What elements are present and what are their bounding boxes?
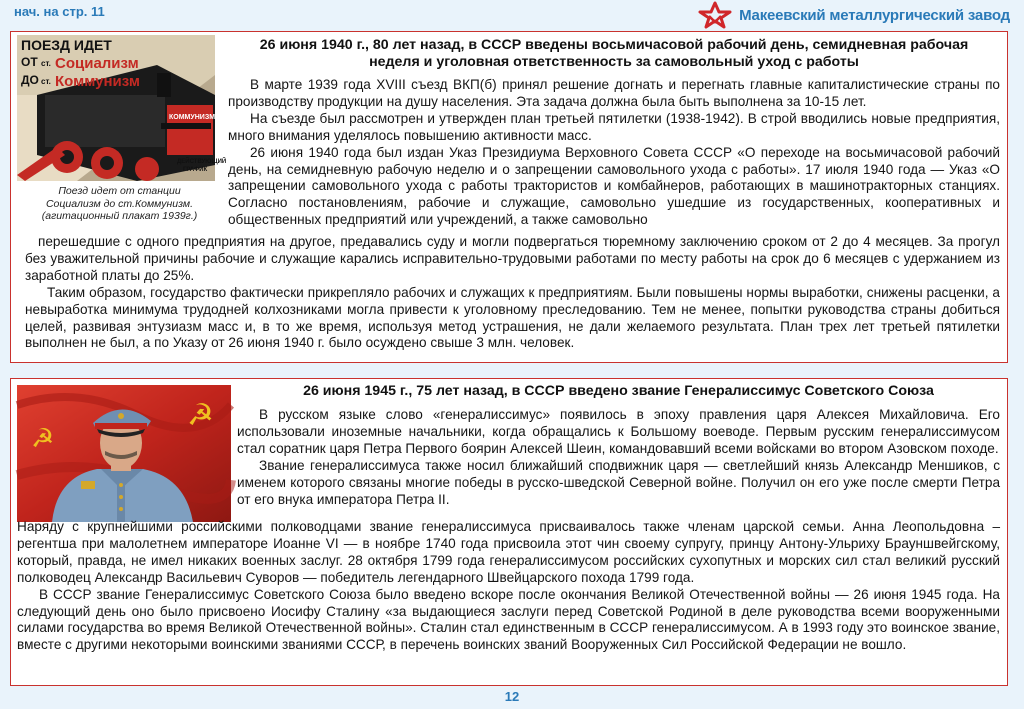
- brand-name: Макеевский металлургический завод: [739, 6, 1010, 24]
- article-8-hour-workday: [10, 31, 1008, 363]
- poster-socialism: Социализм: [55, 55, 139, 72]
- article2-full-text: [17, 519, 1000, 654]
- paragraph: 26 июня 1940 года был издан Указ Президиума Верховного Совета СССР «О переходе на восьмичасовой рабочий день, на семидневную рабочую неделю и о запрещении самовольного ухода с работы». 17 июля 1940 года — Указ «О запрещении самовольного ухода с работы трактористов и комбайнеров, работающих в машинотракторных станциях. Согласно постановлениям, рабочие и служащие, самовольно ушедшие из государственных, кооперативных и общественных предприятий или учреждений, а также самовольно: [228, 144, 1000, 228]
- article2-wrapped-text: [237, 383, 1000, 508]
- paragraph: В русском языке слово «генералиссимус» появилось в эпоху правления царя Алексея Михайловича. Его использовали иноземные начальники, когда обращались к Большому воеводе. Первым русским генералиссимусом стал соратник царя Петра Первого боярин Алексей Шеин, командовавший всеми войсками во втором Азовском походе.: [237, 407, 1000, 456]
- poster-from: ОТ: [21, 55, 38, 69]
- propaganda-poster-image: [17, 35, 227, 181]
- caption-line: Социализм до ст.Коммунизм.: [45, 197, 194, 210]
- svg-text:☭: ☭: [187, 398, 214, 433]
- title-line: 26 июня 1940 г., 80 лет назад, в СССР введены восьмичасовой рабочий день, семидневная рабочая: [259, 37, 969, 53]
- poster-car-text: КОММУНИЗМ: [169, 114, 216, 121]
- paragraph: На съезде был рассмотрен и утвержден план третьей пятилетки (1938-1942). В строй вводились новые предприятия, много внимания уделялось повышению активности масс.: [228, 110, 1000, 143]
- poster-small1: ДЕЙСТВУЮЩИЙ: [177, 159, 227, 165]
- poster-st1: ст.: [41, 59, 51, 68]
- poster-small2: ГРАФИК: [183, 167, 208, 173]
- article-generalissimo: [10, 378, 1008, 686]
- paragraph: В марте 1939 года XVIII съезд ВКП(б) принял решение догнать и перегнать главные капиталистические страны по производству продукции на душу населения. Эта задача должна была быть выполнена за 10-15 лет.: [228, 77, 1000, 109]
- article1-wrapped-text: [228, 37, 1000, 229]
- star-icon: [697, 2, 733, 28]
- poster-line1: ПОЕЗД ИДЕТ: [21, 37, 112, 53]
- poster-st2: ст.: [41, 77, 51, 86]
- paragraph: В СССР звание Генералиссимус Советского Союза было введено вскоре после окончания Великой Отечественной войны — 26 июня 1945 года. На следующий день оно было присвоено Иосифу Сталину «за выдающиеся заслуги перед Советской Родиной в деле руководства всеми вооруженными силами государства во время Великой Отечественной войны». Сталин стал единственным в СССР генералиссимусом. А в 1993 году это воинское звание, вместе с другими некоторыми воинскими званиями СССР, в перечень воинских званий Вооруженных Сил Российской Федерации не вошло.: [17, 586, 1000, 653]
- paragraph: перешедшие с одного предприятия на другое, предавались суду и могли подвергаться тюремному заключению сроком от 2 до 4 месяцев. За прогул без уважительной причины рабочие и служащие карались исправительно-трудовыми работами по месту работы на срок до 6 месяцев с удержанием из заработной платы до 25%.: [25, 234, 1000, 283]
- page-number: 12: [504, 689, 520, 704]
- poster-figure: [17, 35, 227, 223]
- paragraph: Наряду с крупнейшими российскими полководцами звание генералиссимуса присваивалось также членам царской семьи. Анна Леопольдовна – регентша при малолетнем императоре Иоанне VI — в ноябре 1740 года присвоила этот чин своему супругу, принцу Антону-Ульриху Брауншвейгскому, который, правда, не имел никаких военных заслуг. 28 октября 1799 года генералиссимусом российских сухопутных и морских сил стал великий русский полководец Александр Васильевич Суворов — победитель легендарного Швейцарского похода 1799 года.: [17, 519, 1000, 585]
- poster-caption: [17, 185, 222, 223]
- caption-line: (агитационный плакат 1939г.): [41, 210, 198, 222]
- brand-header: [697, 2, 1010, 28]
- article1-title: [228, 37, 1000, 71]
- stalin-portrait-image: [17, 385, 231, 522]
- title-line: неделя и уголовная ответственность за самовольный уход с работы: [369, 54, 859, 70]
- caption-line: Поезд идет от станции: [58, 185, 181, 197]
- poster-to: ДО: [21, 73, 39, 87]
- article1-full-text: [25, 234, 1000, 352]
- article2-title: 26 июня 1945 г., 75 лет назад, в СССР введено звание Генералиссимус Советского Союза: [303, 383, 934, 399]
- svg-text:☭: ☭: [31, 424, 55, 454]
- paragraph: Звание генералиссимуса также носил ближайший сподвижник царя — светлейший князь Александр Меншиков, с именем которого связаны многие победы в русско-шведской Северной войне. Получил он его уже после смерти Петра от его внука императора Петра II.: [237, 457, 1000, 507]
- paragraph: Таким образом, государство фактически прикрепляло рабочих и служащих к предприятиям. Были повышены нормы выработки, снижены расценки, а невыработка минимума трудодней колхозниками могла привести к уголовному преследованию. Тем не менее, попытки руководства страны добиться целей, развивая энтузиазм масс и, в то же время, используя метод устрашения, не дали желаемого результата. План трех лет третьей пятилетки выполнен не был, а по Указу от 26 июня 1940 г. было осуждено свыше 3 млн. человек.: [25, 284, 1000, 351]
- poster-communism: Коммунизм: [55, 73, 140, 90]
- continued-from-link[interactable]: нач. на стр. 11: [14, 4, 105, 19]
